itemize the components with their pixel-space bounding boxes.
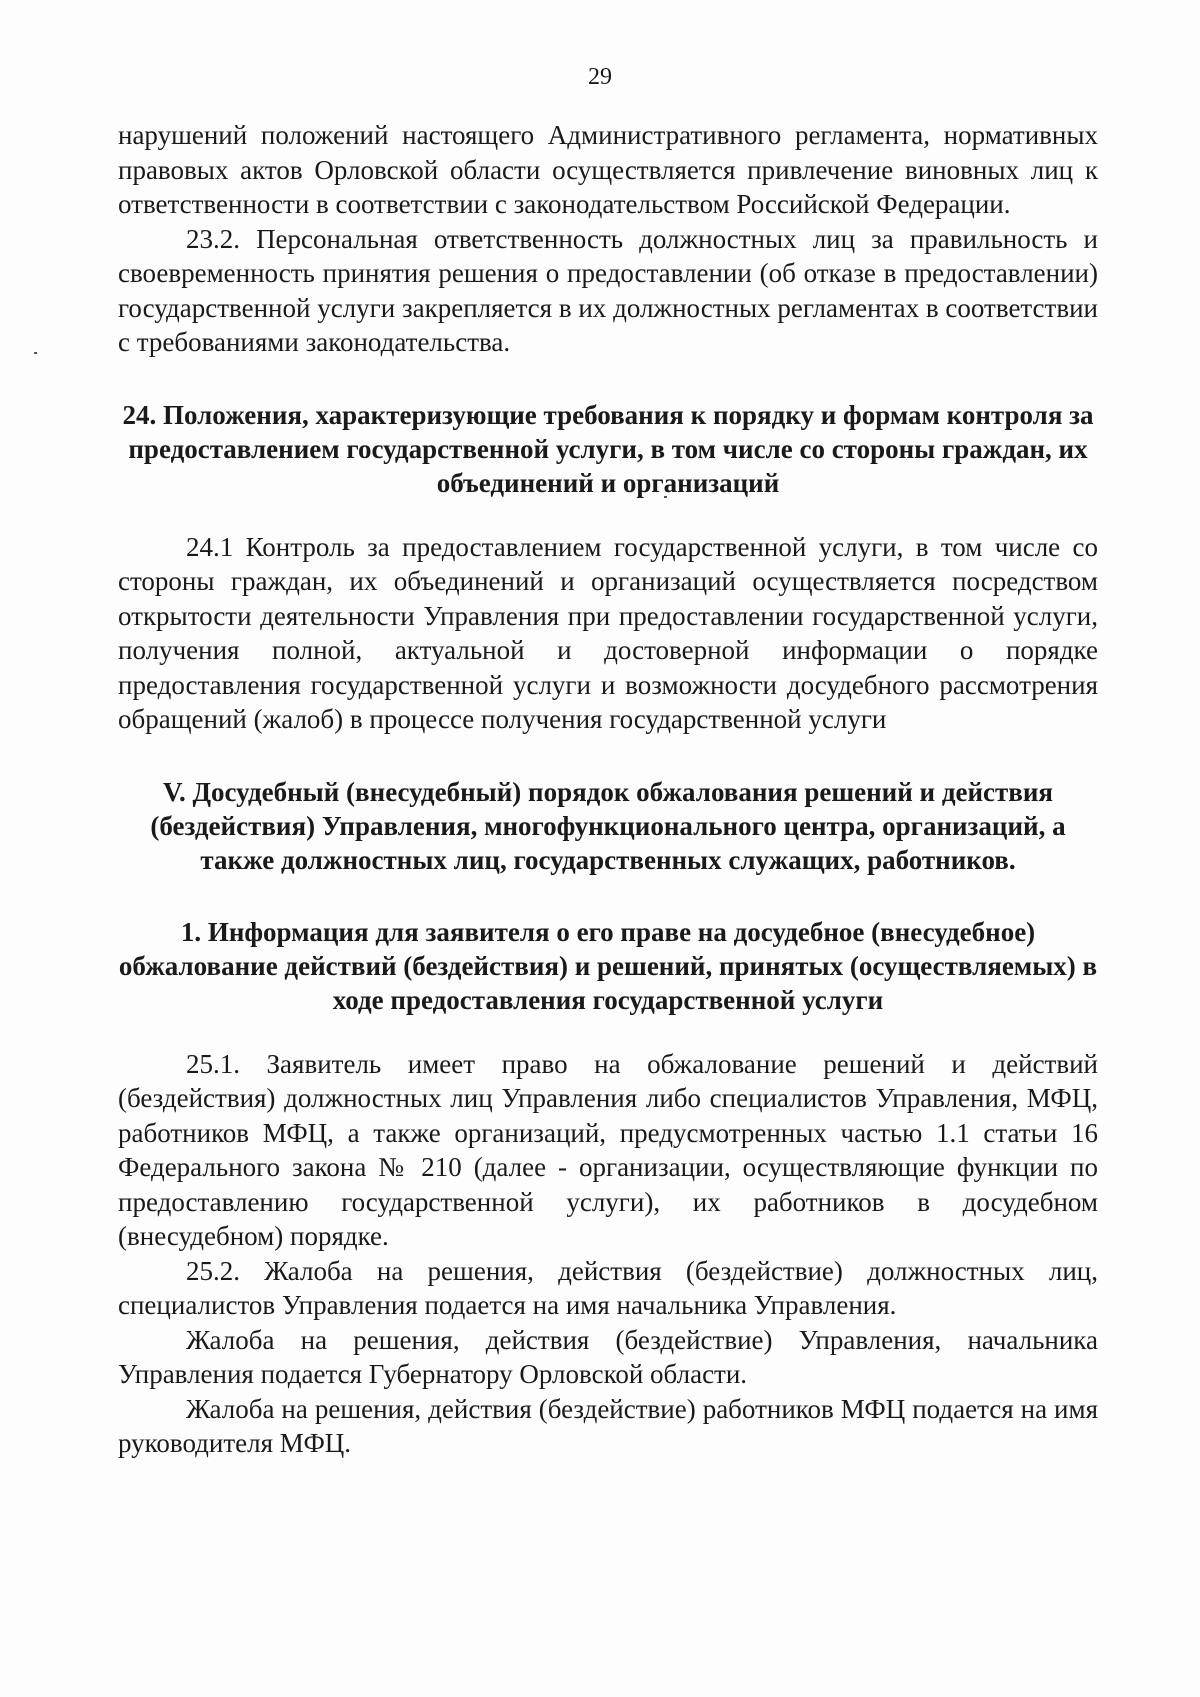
- paragraph-23-2: 23.2. Персональная ответственность должностных лиц за правильность и своевременность принятия решения о предоставлении (об отказе в предоставлении) государственной услуги закрепляется в их должностных регламентах в соответствии с требованиями законодательства.: [118, 223, 1098, 357]
- paragraph-complaint-mfc: Жалоба на решения, действия (бездействие) работников МФЦ подается на имя руководителя МФЦ.: [118, 1393, 1098, 1458]
- scan-speck: [34, 352, 37, 354]
- paragraph-25-2: 25.2. Жалоба на решения, действия (бездействие) должностных лиц, специалистов Управления подается на имя начальника Управления.: [118, 1255, 1098, 1320]
- paragraph-24-1: 24.1 Контроль за предоставлением государственной услуги, в том числе со стороны граждан, их объединений и организаций осуществляется посредством открытости деятельности Управления при предоставлении государственной услуги, получения полной, актуальной и достоверной информации о порядке предоставления государственной услуги и возможности досудебного рассмотрения обращений (жалоб) в процессе получения государственной услуги: [118, 531, 1098, 734]
- heading-info-for-applicant: 1. Информация для заявителя о его праве на досудебное (внесудебное) обжалование действий (бездействия) и решений, принятых (осуществляемых) в ходе предоставления государственной услуги: [118, 916, 1098, 1015]
- page-number: 29: [588, 64, 612, 90]
- paragraph-violations: нарушений положений настоящего Административного регламента, нормативных правовых актов Орловской области осуществляется привлечение виновных лиц к ответственности в соответствии с законодательством Российской Федерации.: [118, 120, 1098, 219]
- paragraph-25-1: 25.1. Заявитель имеет право на обжалование решений и действий (бездействия) должностных лиц Управления либо специалистов Управления, МФЦ, работников МФЦ, а также организаций, предусмотренных частью 1.1 статьи 16 Федерального закона № 210 (далее - организации, осуществляющие функции по предоставлению государственной услуги), их работников в досудебном (внесудебном) порядке.: [118, 1048, 1098, 1251]
- heading-section-24: 24. Положения, характеризующие требования к порядку и формам контроля за предоставлением государственной услуги, в том числе со стороны граждан, их объединений и организаций: [122, 399, 1094, 498]
- paragraph-complaint-governor: Жалоба на решения, действия (бездействие) Управления, начальника Управления подается Губернатору Орловской области.: [118, 1324, 1098, 1389]
- heading-chapter-v: V. Досудебный (внесудебный) порядок обжалования решений и действия (бездействия) Управления, многофункционального центра, организаций, а также должностных лиц, государственных служащих, работников.: [150, 776, 1066, 875]
- document-body: [118, 118, 1098, 1461]
